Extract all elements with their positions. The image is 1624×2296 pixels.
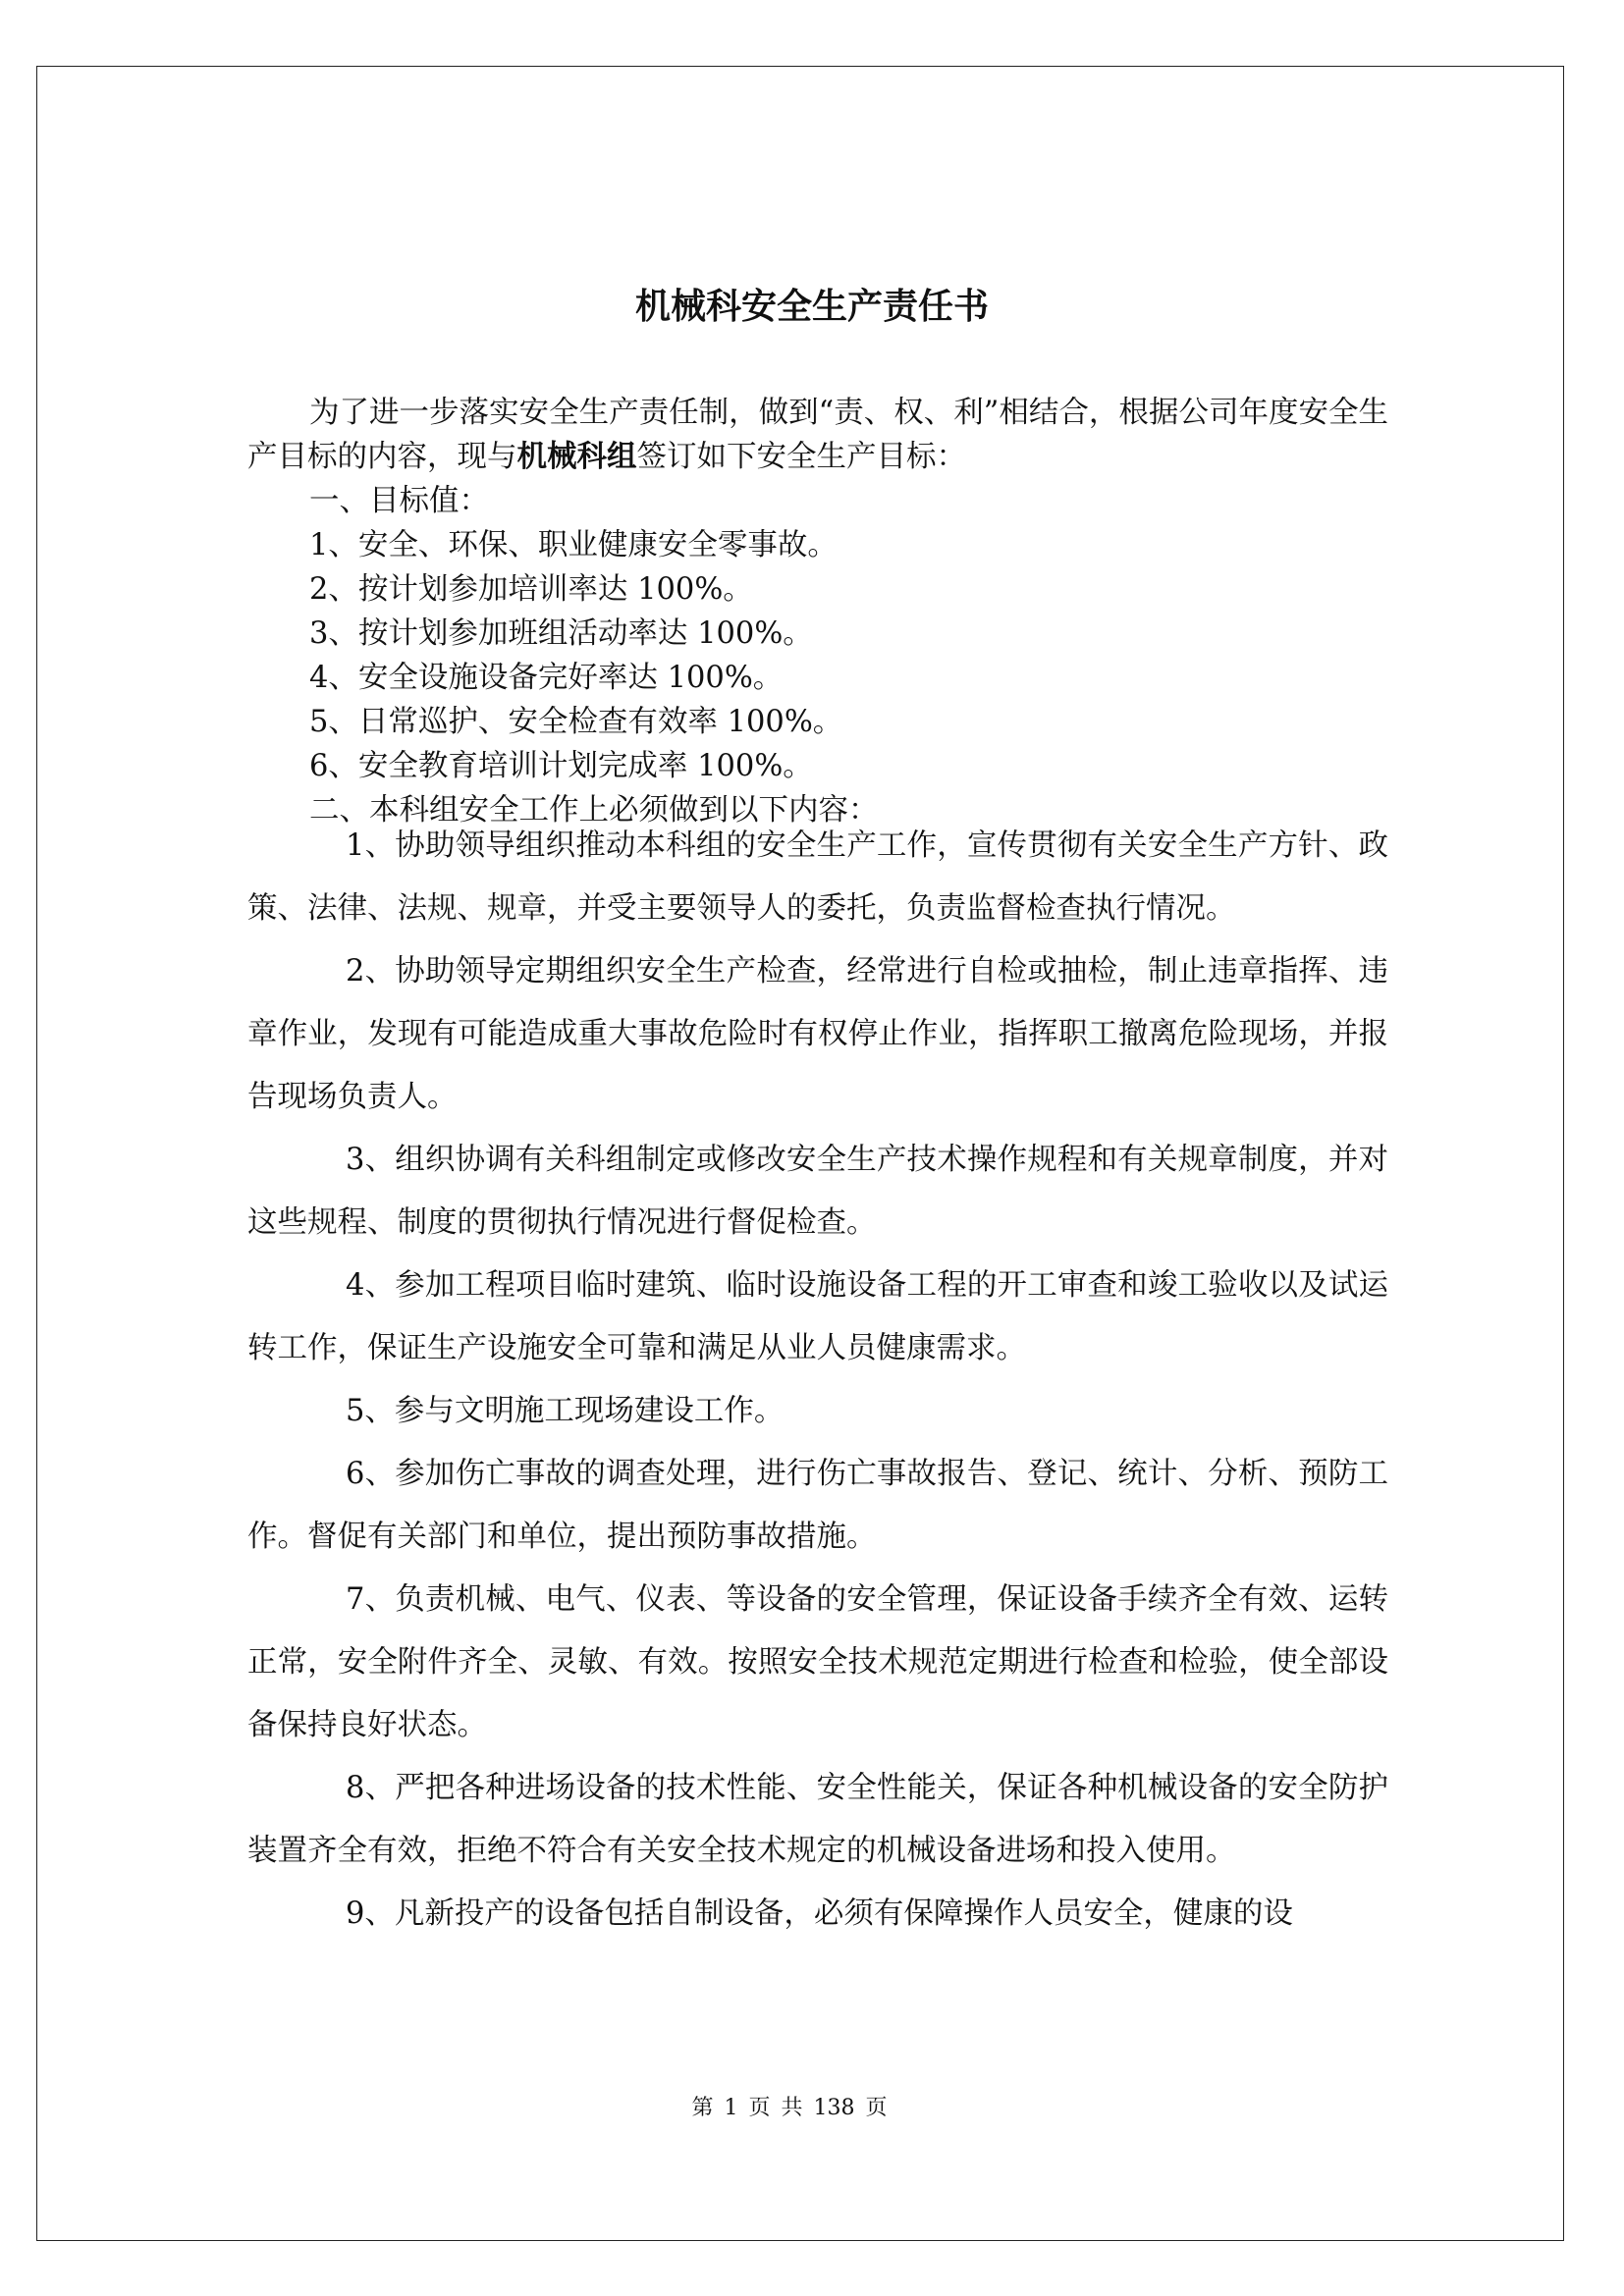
- intro-paragraph: [247, 391, 1388, 479]
- target-item: 2、按计划参加培训率达 100%。: [309, 572, 753, 607]
- duty-paragraph: 5、参与文明施工现场建设工作。: [346, 1394, 785, 1428]
- duties-section: [247, 815, 1388, 1946]
- target-item: 1、安全、环保、职业健康安全零事故。: [309, 528, 838, 562]
- duty-paragraph: 7、负责机械、电气、仪表、等设备的安全管理，保证设备手续齐全有效、运转正常，安全附件齐全、灵敏、有效。按照安全技术规范定期进行检查和检验，使全部设备保持良好状态。: [247, 1582, 1388, 1742]
- duty-paragraph: 6、参加伤亡事故的调查处理，进行伤亡事故报告、登记、统计、分析、预防工作。督促有关部门和单位，提出预防事故措施。: [247, 1457, 1388, 1554]
- duty-paragraph: 3、组织协调有关科组制定或修改安全生产技术操作规程和有关规章制度，并对这些规程、制度的贯彻执行情况进行督促检查。: [247, 1143, 1388, 1240]
- intro-section: [247, 391, 1388, 832]
- page-number: 第 1 页 共 138 页: [691, 2096, 888, 2120]
- target-item: 4、安全设施设备完好率达 100%。: [309, 661, 784, 695]
- duty-paragraph: 9、凡新投产的设备包括自制设备，必须有保障操作人员安全，健康的设: [346, 1896, 1293, 1931]
- target-item: 3、按计划参加班组活动率达 100%。: [309, 616, 813, 651]
- target-item: 6、安全教育培训计划完成率 100%。: [309, 749, 813, 783]
- intro-text: 为了进一步落实安全生产责任制，做到“责、权、利”相结合，根据公司年度安全生产目标的内容，现与: [247, 396, 1388, 474]
- duty-paragraph: 8、严把各种进场设备的技术性能、安全性能关，保证各种机械设备的安全防护装置齐全有效，拒绝不符合有关安全技术规定的机械设备进场和投入使用。: [247, 1771, 1388, 1868]
- target-item: 5、日常巡护、安全检查有效率 100%。: [309, 705, 843, 739]
- duty-paragraph: 2、协助领导定期组织安全生产检查，经常进行自检或抽检，制止违章指挥、违章作业，发现有可能造成重大事故危险时有权停止作业，指挥职工撤离危险现场，并报告现场负责人。: [247, 954, 1388, 1114]
- section1-heading: 一、目标值：: [309, 484, 489, 518]
- duty-paragraph: 4、参加工程项目临时建筑、临时设施设备工程的开工审查和竣工验收以及试运转工作，保证生产设施安全可靠和满足从业人员健康需求。: [247, 1268, 1388, 1365]
- intro-text-end: 签订如下安全生产目标：: [636, 440, 966, 474]
- document-title: 机械科安全生产责任书: [634, 286, 989, 327]
- duty-paragraph: 1、协助领导组织推动本科组的安全生产工作，宣传贯彻有关安全生产方针、政策、法律、法规、规章，并受主要领导人的委托，负责监督检查执行情况。: [247, 828, 1388, 926]
- intro-bold-party: 机械科组: [516, 439, 637, 474]
- section2-heading: 二、本科组安全工作上必须做到以下内容：: [309, 793, 879, 828]
